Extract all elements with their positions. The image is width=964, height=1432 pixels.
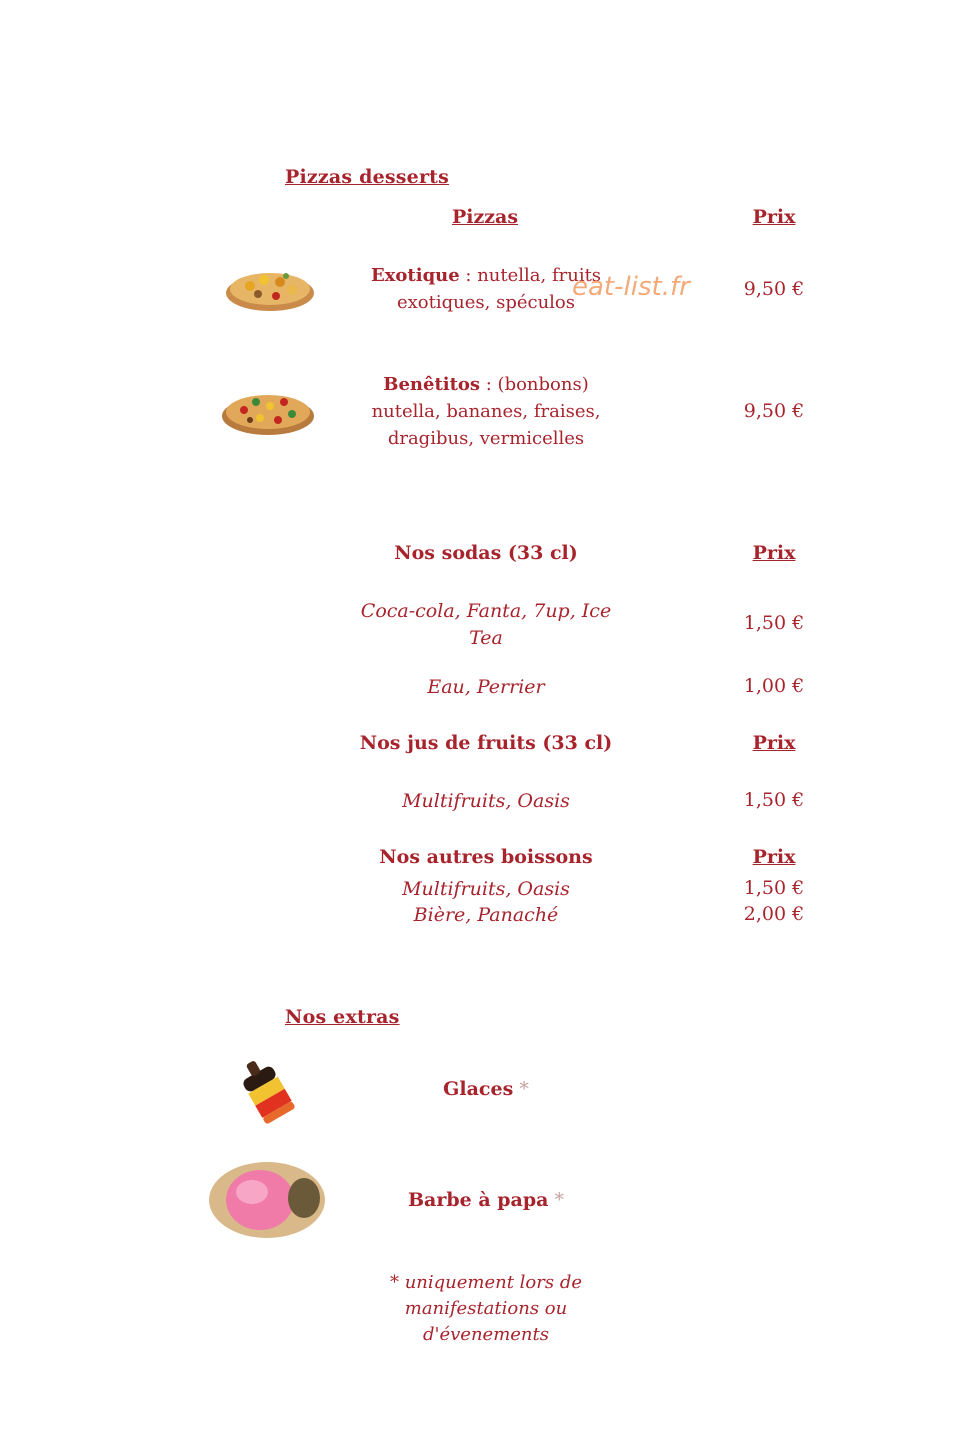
soda-item-2: Eau, Perrier	[427, 676, 545, 698]
pizza-exotique-image	[224, 260, 316, 314]
pizza-benetitos-desc2: nutella, bananes, fraises,	[371, 401, 601, 422]
soda-item-1-price: 1,50 €	[743, 612, 805, 634]
extras-footnote-line2: manifestations ou	[404, 1298, 568, 1319]
pizzas-column-header: Pizzas	[451, 206, 519, 228]
extras-section-title: Nos extras	[285, 1006, 400, 1028]
pizza-benetitos	[350, 371, 622, 452]
soda-item-1	[350, 598, 622, 652]
pizza-exotique-price: 9,50 €	[743, 278, 805, 300]
pizza-benetitos-price: 9,50 €	[743, 400, 805, 422]
extra-glaces-star: *	[513, 1078, 529, 1100]
jus-item-1-price: 1,50 €	[743, 789, 805, 811]
autres-item-1: Multifruits, Oasis	[402, 878, 570, 900]
pizza-exotique-name: Exotique	[370, 265, 460, 286]
jus-prix-header: Prix	[752, 732, 796, 754]
extra-barbe-a-papa-star: *	[548, 1189, 565, 1211]
extras-footnote	[370, 1270, 602, 1348]
soda-item-1-line1: Coca-cola, Fanta, 7up, Ice	[360, 600, 612, 622]
autres-item-2: Bière, Panaché	[413, 904, 559, 926]
cotton-candy-image	[208, 1160, 326, 1240]
soda-item-1-line2: Tea	[469, 627, 503, 649]
pizza-benetitos-name: Benêtitos	[383, 374, 481, 395]
watermark: eat-list.fr	[572, 272, 690, 302]
extra-barbe-a-papa-name: Barbe à papa	[407, 1189, 549, 1211]
pizza-benetitos-desc3: dragibus, vermicelles	[387, 428, 585, 449]
pizza-benetitos-image	[220, 382, 316, 438]
jus-title: Nos jus de fruits (33 cl)	[359, 732, 613, 754]
pizza-benetitos-desc1: : (bonbons)	[480, 374, 589, 395]
sodas-title: Nos sodas (33 cl)	[394, 542, 578, 564]
extras-footnote-line3: d'évenements	[423, 1324, 549, 1345]
soda-item-2-price: 1,00 €	[743, 675, 805, 697]
ice-lolly-image	[222, 1052, 312, 1130]
extra-barbe-a-papa	[350, 1189, 622, 1211]
autres-prix-header: Prix	[752, 846, 796, 868]
pizzas-section-title: Pizzas desserts	[285, 166, 450, 188]
autres-title: Nos autres boissons	[379, 846, 593, 868]
jus-item-1: Multifruits, Oasis	[402, 790, 570, 812]
pizza-exotique-desc1: : nutella, fruits	[459, 265, 602, 286]
extra-glaces	[350, 1078, 622, 1100]
pizza-exotique-desc2: exotiques, spéculos	[397, 292, 575, 313]
autres-item-1-price: 1,50 €	[743, 877, 805, 899]
extra-glaces-name: Glaces	[443, 1078, 514, 1100]
extras-footnote-line1: * uniquement lors de	[389, 1272, 583, 1293]
pizzas-prix-header: Prix	[752, 206, 796, 228]
autres-item-2-price: 2,00 €	[743, 903, 805, 925]
sodas-prix-header: Prix	[752, 542, 796, 564]
